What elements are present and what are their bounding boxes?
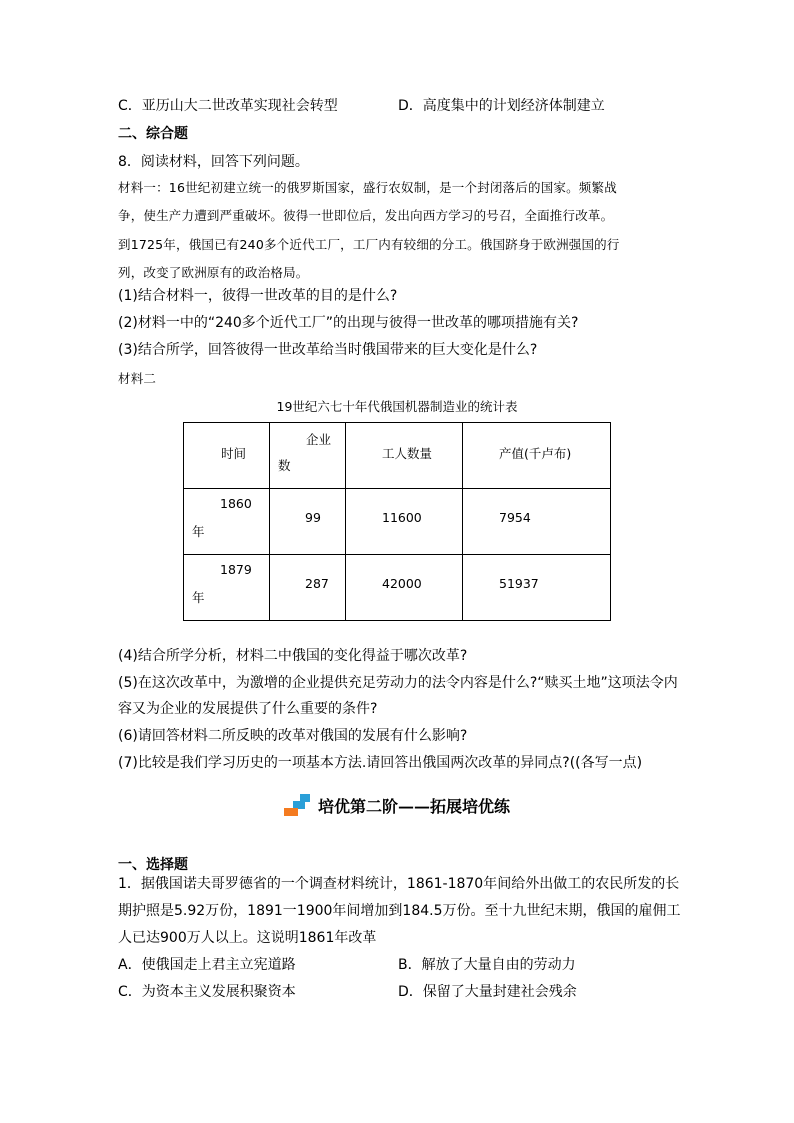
- header-cell: [270, 423, 346, 489]
- header-output: 产值(千卢布): [499, 446, 572, 461]
- sub-question-7: (7)比较是我们学习历史的一项基本方法.请回答出俄国两次改革的异同点?((各写一点): [118, 755, 643, 771]
- option-d: D．高度集中的计划经济体制建立: [398, 98, 605, 114]
- worker-count: 42000: [382, 576, 422, 591]
- header-workers: 工人数量: [382, 446, 433, 461]
- worker-count: 11600: [382, 510, 422, 525]
- material-1-line: 材料一：16世纪初建立统一的俄罗斯国家，盛行农奴制，是一个封闭落后的国家。频繁战: [118, 180, 617, 195]
- header-cell: [346, 423, 463, 489]
- material-1-line: 争，使生产力遭到严重破坏。彼得一世即位后，发出向西方学习的号召，全面推行改革。: [118, 208, 614, 223]
- question-1-line: 期护照是5.92万份，1891一1900年间增加到184.5万份。至十九世纪末期，俄国的雇佣工: [118, 903, 681, 919]
- header-count-line1: 企业: [306, 432, 332, 447]
- sub-question-5-line1: (5)在这次改革中，为激增的企业提供充足劳动力的法令内容是什么?“赎买土地”这项法令内: [118, 675, 678, 691]
- option-b: B．解放了大量自由的劳动力: [398, 957, 576, 973]
- option-a: A．使俄国走上君主立宪道路: [118, 957, 296, 973]
- option-c: C．为资本主义发展积聚资本: [118, 984, 296, 1000]
- cell-year: [184, 489, 270, 555]
- output-value: 7954: [499, 510, 531, 525]
- header-cell: [463, 423, 611, 489]
- cell-output: [463, 489, 611, 555]
- table-row: [184, 555, 611, 621]
- material-1-line: 列，改变了欧洲原有的政治格局。: [118, 265, 309, 280]
- sub-question-3: (3)结合所学，回答彼得一世改革给当时俄国带来的巨大变化是什么?: [118, 342, 538, 358]
- company-count: 287: [305, 576, 329, 591]
- section-title-comprehensive: 二、综合题: [118, 126, 188, 142]
- cell-count: [270, 555, 346, 621]
- section-title-choice: 一、选择题: [118, 857, 188, 873]
- company-count: 99: [305, 510, 321, 525]
- stairs-icon: [284, 794, 312, 816]
- option-c: C．亚历山大二世改革实现社会转型: [118, 98, 338, 114]
- statistics-table: [183, 422, 611, 621]
- sub-question-4: (4)结合所学分析，材料二中俄国的变化得益于哪次改革?: [118, 648, 468, 664]
- cell-workers: [346, 489, 463, 555]
- year-unit: 年: [192, 524, 205, 539]
- year-number: 1860: [220, 496, 252, 511]
- table-title: 19世纪六七十年代俄国机器制造业的统计表: [276, 399, 518, 414]
- year-number: 1879: [220, 562, 252, 577]
- table-header-row: [184, 423, 611, 489]
- output-value: 51937: [499, 576, 539, 591]
- cell-workers: [346, 555, 463, 621]
- sub-question-5-line2: 容又为企业的发展提供了什么重要的条件?: [118, 701, 378, 717]
- material-2-label: 材料二: [118, 371, 157, 386]
- question-8-stem: 8．阅读材料，回答下列问题。: [118, 154, 309, 170]
- header-count-line2: 数: [278, 458, 291, 473]
- option-d: D．保留了大量封建社会残余: [398, 984, 577, 1000]
- cell-output: [463, 555, 611, 621]
- question-1-line: 1．据俄国诺夫哥罗德省的一个调查材料统计，1861-1870年间给外出做工的农民所发的长: [118, 876, 680, 892]
- material-1-line: 到1725年，俄国已有240多个近代工厂，工厂内有较细的分工。俄国跻身于欧洲强国的行: [118, 237, 620, 252]
- year-unit: 年: [192, 590, 205, 605]
- section-banner: [0, 791, 794, 819]
- table-row: [184, 489, 611, 555]
- sub-question-2: (2)材料一中的“240多个近代工厂”的出现与彼得一世改革的哪项措施有关?: [118, 315, 579, 331]
- banner-title: 培优第二阶——拓展培优练: [317, 796, 510, 816]
- header-time: 时间: [221, 446, 247, 461]
- cell-year: [184, 555, 270, 621]
- header-cell: [184, 423, 270, 489]
- sub-question-1: (1)结合材料一，彼得一世改革的目的是什么?: [118, 288, 398, 304]
- sub-question-6: (6)请回答材料二所反映的改革对俄国的发展有什么影响?: [118, 728, 468, 744]
- question-1-line: 人已达900万人以上。这说明1861年改革: [118, 930, 377, 946]
- cell-count: [270, 489, 346, 555]
